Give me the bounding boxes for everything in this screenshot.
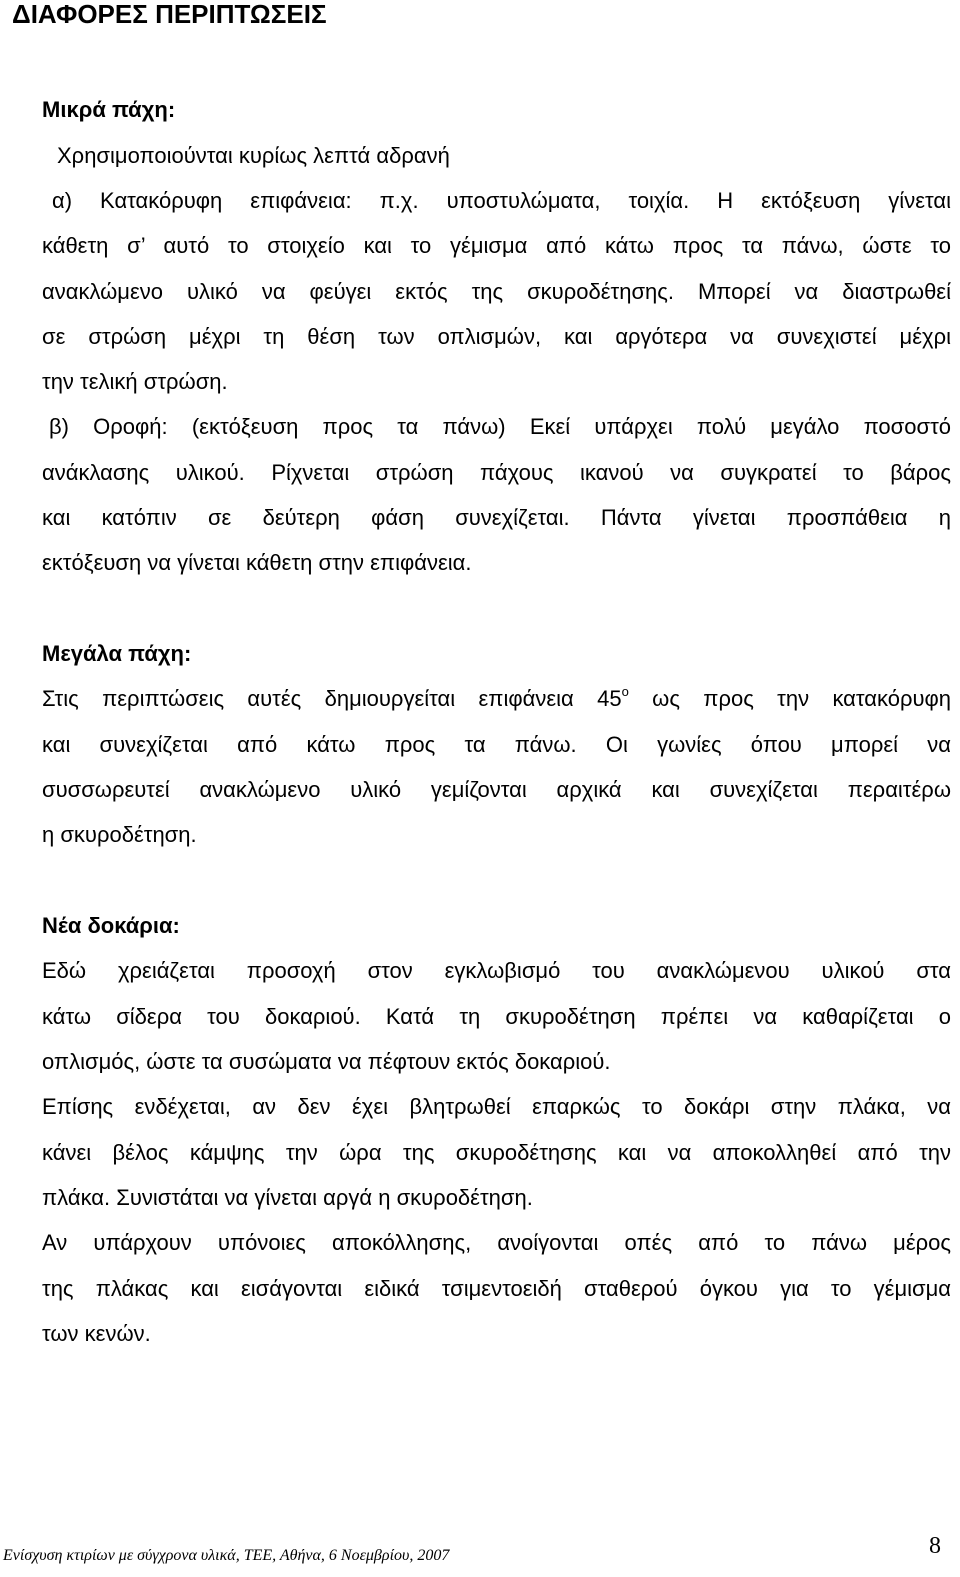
paragraph-line: και συνεχίζεται από κάτω προς τα πάνω. Οι γωνίες όπου μπορεί να [42, 732, 951, 757]
paragraph-line: σε στρώση μέχρι τη θέση των οπλισμών, και αργότερα να συνεχιστεί μέχρι [42, 324, 951, 349]
section-heading-small-thickness: Μικρά πάχη: [42, 97, 176, 122]
footer-citation: Ενίσχυση κτιρίων με σύγχρονα υλικά, ΤΕΕ, Αθήνα, 6 Νοεμβρίου, 2007 [3, 1547, 450, 1564]
paragraph-line: συσσωρευτεί ανακλώμενο υλικό γεμίζονται αρχικά και συνεχίζεται περαιτέρω [42, 777, 951, 802]
page-title: ΔΙΑΦΟΡΕΣ ΠΕΡΙΠΤΩΣΕΙΣ [12, 0, 327, 29]
paragraph-line: κάτω σίδερα του δοκαριού. Κατά τη σκυροδέτηση πρέπει να καθαρίζεται ο [42, 1004, 951, 1029]
paragraph-line: εκτόξευση να γίνεται κάθετη στην επιφάνεια. [42, 550, 472, 575]
section-heading-large-thickness: Μεγάλα πάχη: [42, 641, 192, 666]
paragraph-line: Εδώ χρειάζεται προσοχή στον εγκλωβισμό του ανακλώμενου υλικού στα [42, 958, 951, 983]
paragraph-line: Χρησιμοποιούνται κυρίως λεπτά αδρανή [57, 143, 450, 168]
paragraph-line: α) Κατακόρυφη επιφάνεια: π.χ. υποστυλώματα, τοιχία. Η εκτόξευση γίνεται [52, 188, 951, 213]
section-heading-new-beams: Νέα δοκάρια: [42, 913, 180, 938]
text-segment: ως προς την κατακόρυφη [628, 686, 952, 711]
paragraph-line: ανακλώμενο υλικό να φεύγει εκτός της σκυροδέτησης. Μπορεί να διαστρωθεί [42, 279, 951, 304]
paragraph-line: πλάκα. Συνιστάται να γίνεται αργά η σκυροδέτηση. [42, 1185, 533, 1210]
degree-superscript: ο [621, 684, 629, 699]
paragraph-line: η σκυροδέτηση. [42, 822, 197, 847]
paragraph-line: οπλισμός, ώστε τα συσώματα να πέφτουν εκτός δοκαριού. [42, 1049, 611, 1074]
paragraph-line: β) Οροφή: (εκτόξευση προς τα πάνω) Εκεί υπάρχει πολύ μεγάλο ποσοστό [49, 414, 951, 439]
paragraph-line: της πλάκας και εισάγονται ειδικά τσιμεντοειδή σταθερού όγκου για το γέμισμα [42, 1276, 951, 1301]
paragraph-line: και κατόπιν σε δεύτερη φάση συνεχίζεται. Πάντα γίνεται προσπάθεια η [42, 505, 951, 530]
paragraph-line: Επίσης ενδέχεται, αν δεν έχει βλητρωθεί επαρκώς το δοκάρι στην πλάκα, να [42, 1094, 951, 1119]
paragraph-line: Αν υπάρχουν υπόνοιες αποκόλλησης, ανοίγονται οπές από το πάνω μέρος [42, 1230, 951, 1255]
paragraph-line: κάνει βέλος κάμψης την ώρα της σκυροδέτησης και να αποκολληθεί από την [42, 1140, 951, 1165]
text-segment: Στις περιπτώσεις αυτές δημιουργείται επιφάνεια 45 [42, 686, 622, 711]
page-number: 8 [929, 1533, 941, 1559]
paragraph-line [42, 683, 951, 715]
paragraph-line: κάθετη σ’ αυτό το στοιχείο και το γέμισμα από κάτω προς τα πάνω, ώστε το [42, 233, 951, 258]
paragraph-line: των κενών. [42, 1321, 151, 1346]
paragraph-line: ανάκλασης υλικού. Ρίχνεται στρώση πάχους ικανού να συγκρατεί το βάρος [42, 460, 951, 485]
paragraph-line: την τελική στρώση. [42, 369, 228, 394]
